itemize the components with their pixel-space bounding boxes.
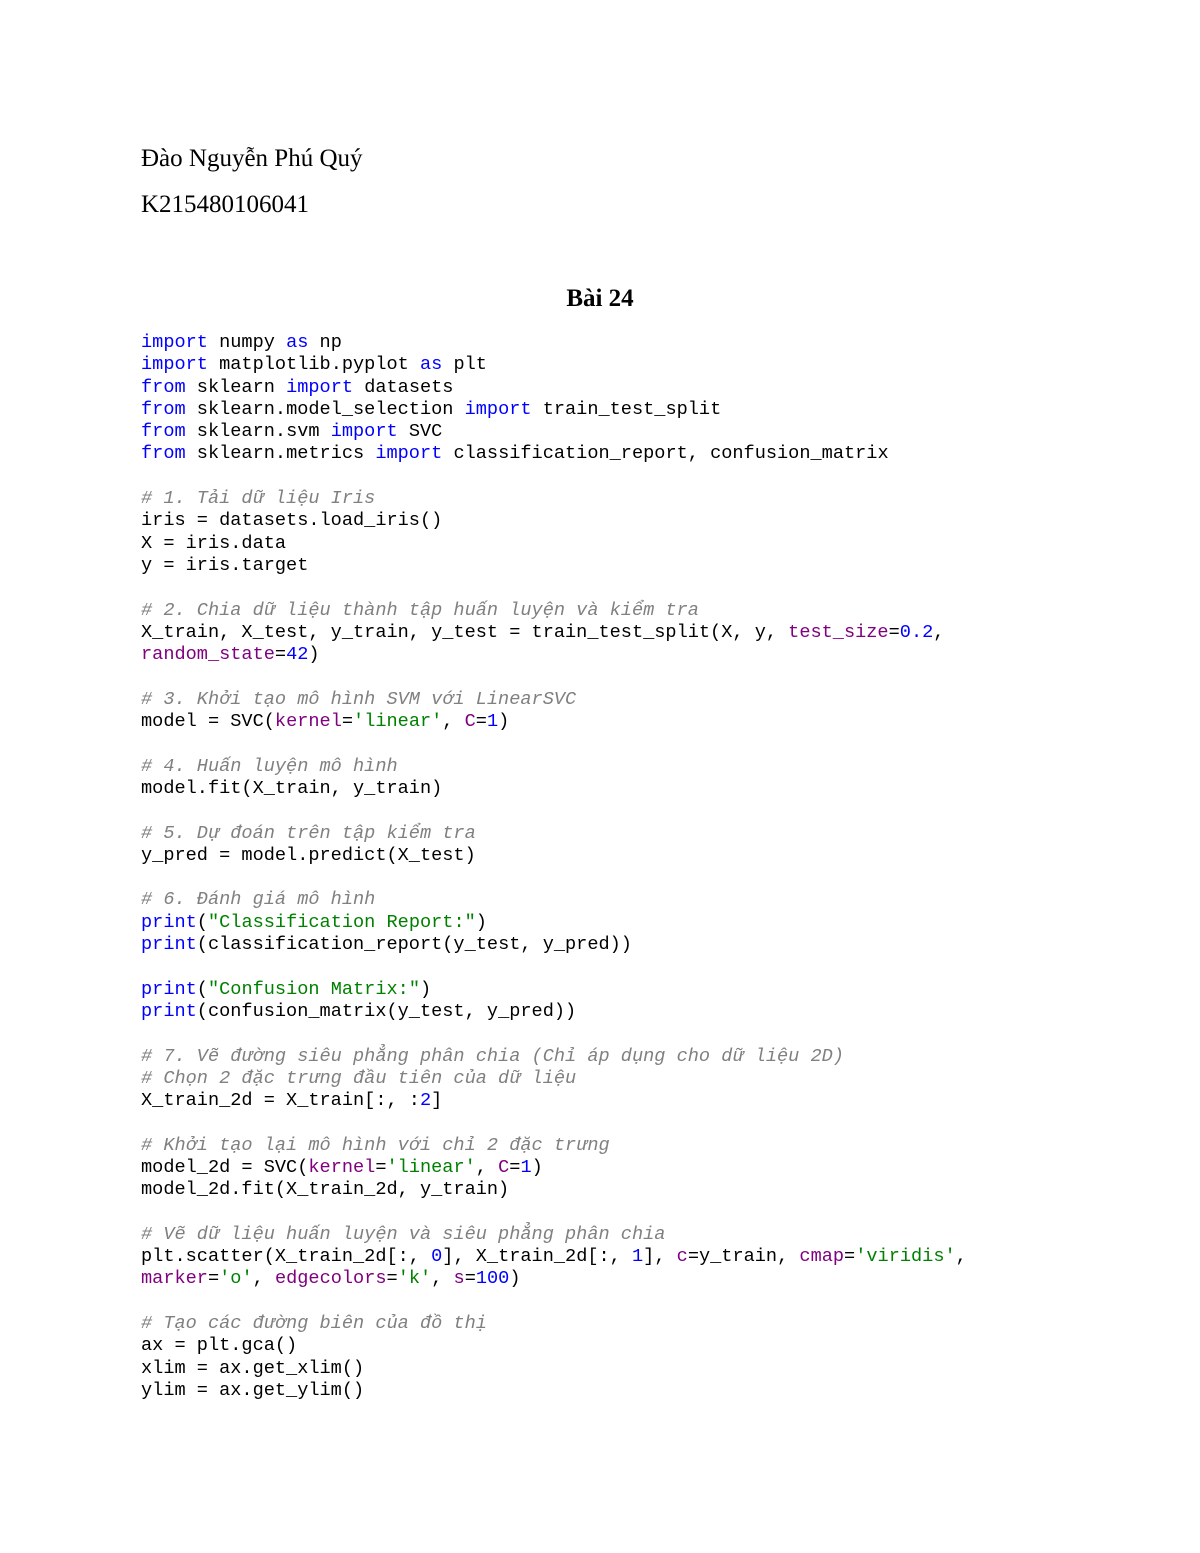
code-text: ,	[431, 1268, 454, 1290]
code-line	[141, 934, 967, 956]
code-keyword: import	[141, 354, 208, 376]
code-comment: # 2. Chia dữ liệu thành tập huấn luyện và kiểm tra	[141, 599, 699, 621]
code-line	[141, 756, 967, 778]
code-line	[141, 1068, 967, 1090]
code-line	[141, 354, 967, 376]
code-argument: s	[453, 1268, 465, 1290]
code-blank-line	[141, 1291, 967, 1313]
code-keyword: print	[141, 911, 197, 933]
code-comment: # Chọn 2 đặc trưng đầu tiên của dữ liệu	[141, 1067, 577, 1089]
code-text: ],	[643, 1246, 677, 1268]
code-blank-line	[141, 1023, 967, 1045]
code-blank-line	[141, 1202, 967, 1224]
student-id: K215480106041	[141, 191, 310, 218]
code-text: )	[475, 911, 487, 933]
code-line	[141, 622, 967, 644]
code-text: sklearn.metrics	[185, 443, 376, 465]
code-comment: # 1. Tải dữ liệu Iris	[141, 488, 376, 510]
code-line	[141, 555, 967, 577]
code-text: =	[386, 1268, 398, 1290]
code-keyword: from	[141, 443, 186, 465]
code-comment: # 3. Khởi tạo mô hình SVM với LinearSVC	[141, 688, 577, 710]
code-line	[141, 1001, 967, 1023]
code-keyword: print	[141, 934, 197, 956]
code-keyword: as	[286, 332, 309, 353]
code-text: xlim = ax.get_xlim()	[141, 1357, 365, 1379]
code-string: "Confusion Matrix:"	[207, 978, 420, 1000]
code-number: 1	[486, 711, 499, 733]
code-text: y_pred = model.predict(X_test)	[141, 844, 476, 866]
code-text: datasets	[353, 376, 454, 398]
code-text: ]	[431, 1090, 443, 1112]
code-string: "Classification Report:"	[207, 911, 476, 933]
code-text: model_2d.fit(X_train_2d, y_train)	[141, 1179, 510, 1201]
code-text: ,	[442, 711, 465, 733]
code-keyword: from	[141, 398, 186, 420]
code-text: train_test_split	[531, 398, 722, 420]
code-line	[141, 488, 967, 510]
code-keyword: from	[141, 376, 186, 398]
code-text: model = SVC(	[141, 711, 275, 733]
code-block	[141, 332, 967, 1402]
code-text: ,	[252, 1268, 275, 1290]
code-line	[141, 399, 967, 421]
code-line	[141, 1335, 967, 1357]
code-text: (classification_report(y_test, y_pred))	[196, 934, 632, 956]
code-text: =	[888, 621, 900, 643]
code-text: )	[308, 644, 320, 666]
code-blank-line	[141, 666, 967, 688]
code-text: model.fit(X_train, y_train)	[141, 777, 443, 799]
code-blank-line	[141, 800, 967, 822]
code-comment: # 4. Huấn luyện mô hình	[141, 755, 398, 777]
code-string: 'linear'	[353, 711, 443, 733]
code-text: np	[308, 332, 342, 353]
code-line	[141, 377, 967, 399]
code-text: =	[375, 1156, 387, 1178]
code-text: classification_report, confusion_matrix	[442, 443, 889, 465]
code-comment: # 5. Dự đoán trên tập kiểm tra	[141, 822, 476, 844]
code-text: iris = datasets.load_iris()	[141, 510, 443, 532]
code-text: =	[274, 644, 287, 666]
code-number: 0	[431, 1246, 443, 1268]
code-blank-line	[141, 577, 967, 599]
code-text: )	[419, 978, 432, 1000]
code-string: 'k'	[397, 1268, 432, 1290]
code-line	[141, 889, 967, 911]
code-blank-line	[141, 956, 967, 978]
code-keyword: as	[419, 354, 443, 376]
code-text: =	[341, 711, 354, 733]
code-line	[141, 979, 967, 1001]
code-keyword: print	[141, 1000, 197, 1022]
code-text: ax = plt.gca()	[141, 1335, 298, 1357]
code-keyword: import	[286, 376, 354, 398]
code-text: y = iris.target	[141, 554, 309, 576]
code-line	[141, 1313, 967, 1335]
code-text: ], X_train_2d[:,	[442, 1246, 632, 1268]
code-argument: cmap	[799, 1246, 845, 1268]
code-text: ,	[933, 621, 945, 643]
code-line	[141, 912, 967, 934]
code-argument: c	[676, 1246, 688, 1268]
code-text: numpy	[207, 332, 287, 353]
code-line	[141, 644, 967, 666]
exercise-title: Bài 24	[566, 285, 634, 312]
code-keyword: import	[330, 421, 398, 443]
code-keyword: print	[141, 978, 197, 1000]
code-text: plt	[442, 354, 487, 376]
code-text: sklearn.svm	[185, 421, 331, 443]
code-text: )	[498, 711, 510, 733]
code-text: sklearn	[185, 376, 287, 398]
code-text: plt.scatter(X_train_2d[:,	[141, 1246, 432, 1268]
code-keyword: import	[375, 443, 443, 465]
code-line	[141, 443, 967, 465]
code-text: =	[464, 1268, 476, 1290]
code-number: 1	[631, 1246, 644, 1268]
code-line	[141, 823, 967, 845]
code-text: =	[475, 711, 487, 733]
code-text: X_train_2d = X_train[:, :	[141, 1090, 420, 1112]
code-line	[141, 1046, 967, 1068]
code-line	[141, 1179, 967, 1201]
code-line	[141, 778, 967, 800]
code-line	[141, 332, 967, 354]
code-text: )	[509, 1268, 521, 1290]
code-text: matplotlib.pyplot	[207, 354, 420, 376]
code-argument: test_size	[788, 621, 889, 643]
code-argument: C	[498, 1156, 510, 1178]
code-text: X = iris.data	[141, 532, 287, 554]
code-comment: # 7. Vẽ đường siêu phẳng phân chia (Chỉ áp dụng cho dữ liệu 2D)	[141, 1045, 844, 1067]
code-argument: kernel	[274, 711, 342, 733]
code-keyword: from	[141, 421, 186, 443]
code-number: 1	[520, 1156, 532, 1178]
code-keyword: import	[141, 332, 208, 353]
code-text: ,	[955, 1246, 967, 1268]
code-text: (	[196, 911, 208, 933]
code-line	[141, 1090, 967, 1112]
code-line	[141, 600, 967, 622]
code-number: 2	[419, 1090, 432, 1112]
code-string: 'linear'	[386, 1156, 476, 1178]
code-text: sklearn.model_selection	[185, 398, 465, 420]
code-keyword: import	[464, 398, 532, 420]
code-line	[141, 1358, 967, 1380]
code-line	[141, 1246, 967, 1268]
code-text: =	[509, 1156, 521, 1178]
code-text: =	[207, 1268, 220, 1290]
code-comment: # 6. Đánh giá mô hình	[141, 889, 376, 911]
code-string: 'viridis'	[855, 1246, 956, 1268]
code-text: X_train, X_test, y_train, y_test = train_test_split(X, y,	[141, 621, 789, 643]
code-line	[141, 1268, 967, 1290]
code-line	[141, 1224, 967, 1246]
code-comment: # Vẽ dữ liệu huấn luyện và siêu phẳng phân chia	[141, 1223, 666, 1245]
code-line	[141, 689, 967, 711]
code-text: model_2d = SVC(	[141, 1156, 309, 1178]
code-text: (	[196, 978, 208, 1000]
code-line	[141, 1380, 967, 1402]
code-line	[141, 510, 967, 532]
code-argument: C	[464, 711, 476, 733]
code-number: 42	[286, 644, 309, 666]
code-argument: edgecolors	[274, 1268, 387, 1290]
author-name: Đào Nguyễn Phú Quý	[141, 145, 363, 172]
code-text: ylim = ax.get_ylim()	[141, 1379, 365, 1401]
code-text: ,	[475, 1156, 499, 1178]
code-line	[141, 1135, 967, 1157]
code-argument: kernel	[308, 1156, 376, 1178]
code-text: =	[844, 1246, 856, 1268]
code-blank-line	[141, 733, 967, 755]
code-blank-line	[141, 1112, 967, 1134]
code-text: )	[531, 1156, 543, 1178]
code-comment: # Khởi tạo lại mô hình với chỉ 2 đặc trưng	[141, 1134, 610, 1156]
code-line	[141, 711, 967, 733]
code-line	[141, 421, 967, 443]
code-argument: marker	[141, 1268, 208, 1290]
code-argument: random_state	[141, 644, 275, 666]
code-text: =y_train,	[687, 1246, 800, 1268]
code-blank-line	[141, 867, 967, 889]
code-number: 0.2	[899, 621, 934, 643]
code-string: 'o'	[219, 1268, 253, 1290]
code-number: 100	[475, 1268, 510, 1290]
code-comment: # Tạo các đường biên của đồ thị	[141, 1313, 487, 1335]
code-text: (confusion_matrix(y_test, y_pred))	[196, 1000, 577, 1022]
code-text: SVC	[397, 421, 443, 443]
code-line	[141, 533, 967, 555]
code-blank-line	[141, 466, 967, 488]
code-line	[141, 845, 967, 867]
code-line	[141, 1157, 967, 1179]
